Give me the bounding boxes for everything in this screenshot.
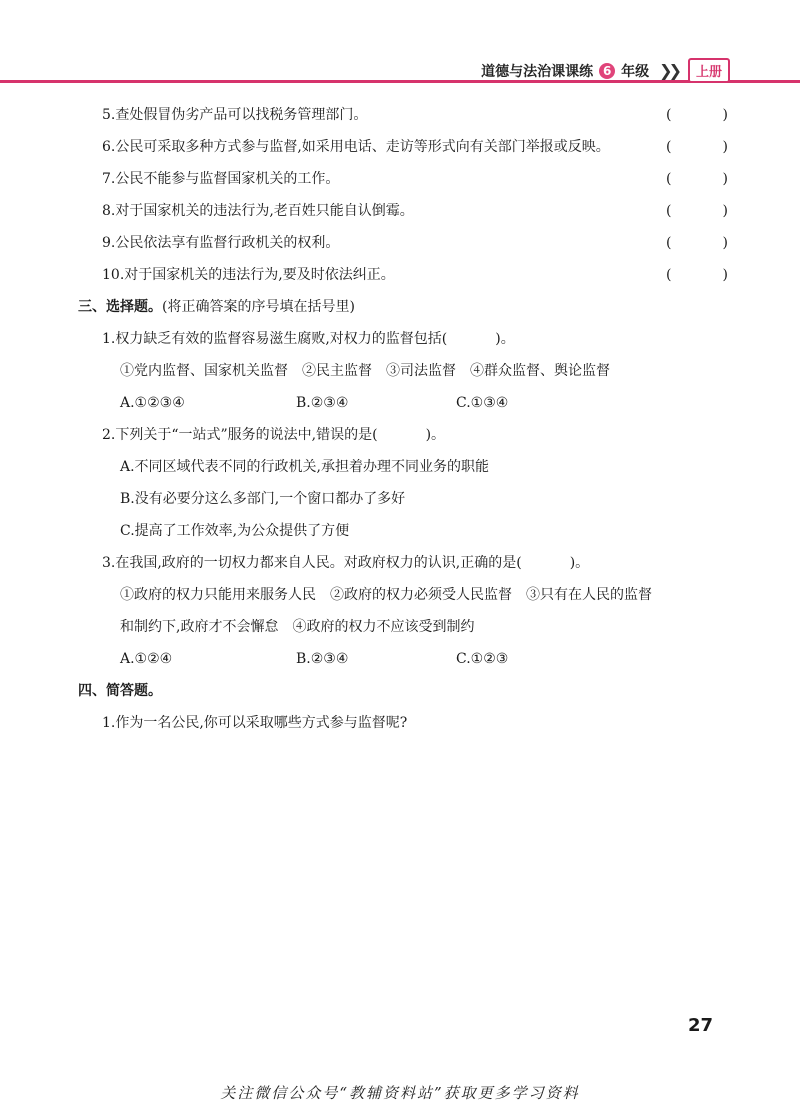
judgement-item <box>78 232 728 264</box>
judgement-item <box>78 104 728 136</box>
choice-a[interactable]: A.①②④ <box>120 651 173 667</box>
question-3-items-line1: ①政府的权力只能用来服务人民 ②政府的权力必须受人民监督 ③只有在人民的监督 <box>120 587 652 603</box>
judgement-text: 9.公民依法享有监督行政机关的权利。 <box>102 235 340 251</box>
judgement-item <box>78 264 728 296</box>
judgement-item <box>78 136 728 168</box>
short-answer-question-1: 1.作为一名公民,你可以采取哪些方式参与监督呢? <box>102 715 408 731</box>
choice-b[interactable]: B.②③④ <box>296 651 349 667</box>
section-short-answer-title: 四、简答题。 <box>78 683 162 699</box>
question-3-choices <box>78 648 728 680</box>
question-2-option-c[interactable]: C.提高了工作效率,为公众提供了方便 <box>120 523 350 539</box>
answer-parentheses[interactable]: ( ) <box>666 235 728 251</box>
judgement-text: 8.对于国家机关的违法行为,老百姓只能自认倒霉。 <box>102 203 414 219</box>
question-1-choices <box>78 392 728 424</box>
double-chevron-icon: ❯❯ <box>659 61 678 80</box>
section-choice-title: 三、选择题。(将正确答案的序号填在括号里) <box>78 299 355 315</box>
question-1-items: ①党内监督、国家机关监督 ②民主监督 ③司法监督 ④群众监督、舆论监督 <box>120 363 610 379</box>
choice-b[interactable]: B.②③④ <box>296 395 349 411</box>
choice-c[interactable]: C.①②③ <box>456 651 509 667</box>
answer-parentheses[interactable]: ( ) <box>666 107 728 123</box>
volume-tab: 上册 <box>688 58 730 83</box>
judgement-item <box>78 200 728 232</box>
choice-a[interactable]: A.①②③④ <box>120 395 185 411</box>
question-3-stem: 3.在我国,政府的一切权力都来自人民。对政府权力的认识,正确的是( )。 <box>102 555 590 571</box>
grade-label: 年级 <box>621 63 650 80</box>
judgement-item <box>78 168 728 200</box>
answer-parentheses[interactable]: ( ) <box>666 139 728 155</box>
answer-parentheses[interactable]: ( ) <box>666 171 728 187</box>
footer-watermark: 关注微信公众号“教辅资料站”获取更多学习资料 <box>220 1084 580 1102</box>
judgement-text: 6.公民可采取多种方式参与监督,如采用电话、走访等形式向有关部门举报或反映。 <box>102 139 610 155</box>
answer-parentheses[interactable]: ( ) <box>666 267 728 283</box>
section-note: (将正确答案的序号填在括号里) <box>162 299 355 315</box>
question-3-items-line2: 和制约下,政府才不会懈怠 ④政府的权力不应该受到制约 <box>120 619 475 635</box>
page-content <box>78 104 728 744</box>
judgement-text: 5.查处假冒伪劣产品可以找税务管理部门。 <box>102 107 368 123</box>
book-title: 道德与法治课课练 <box>481 63 594 80</box>
question-2-stem: 2.下列关于“一站式”服务的说法中,错误的是( )。 <box>102 427 446 443</box>
page-number: 27 <box>688 1015 714 1036</box>
answer-parentheses[interactable]: ( ) <box>666 203 728 219</box>
question-2-option-a[interactable]: A.不同区域代表不同的行政机关,承担着办理不同业务的职能 <box>120 459 490 475</box>
question-1-stem: 1.权力缺乏有效的监督容易滋生腐败,对权力的监督包括( )。 <box>102 331 515 347</box>
grade-number-badge: 6 <box>599 63 615 79</box>
judgement-text: 7.公民不能参与监督国家机关的工作。 <box>102 171 340 187</box>
choice-c[interactable]: C.①③④ <box>456 395 509 411</box>
judgement-text: 10.对于国家机关的违法行为,要及时依法纠正。 <box>102 267 395 283</box>
judgement-list <box>78 104 728 296</box>
running-header <box>481 58 730 83</box>
question-2-option-b[interactable]: B.没有必要分这么多部门,一个窗口都办了多好 <box>120 491 406 507</box>
